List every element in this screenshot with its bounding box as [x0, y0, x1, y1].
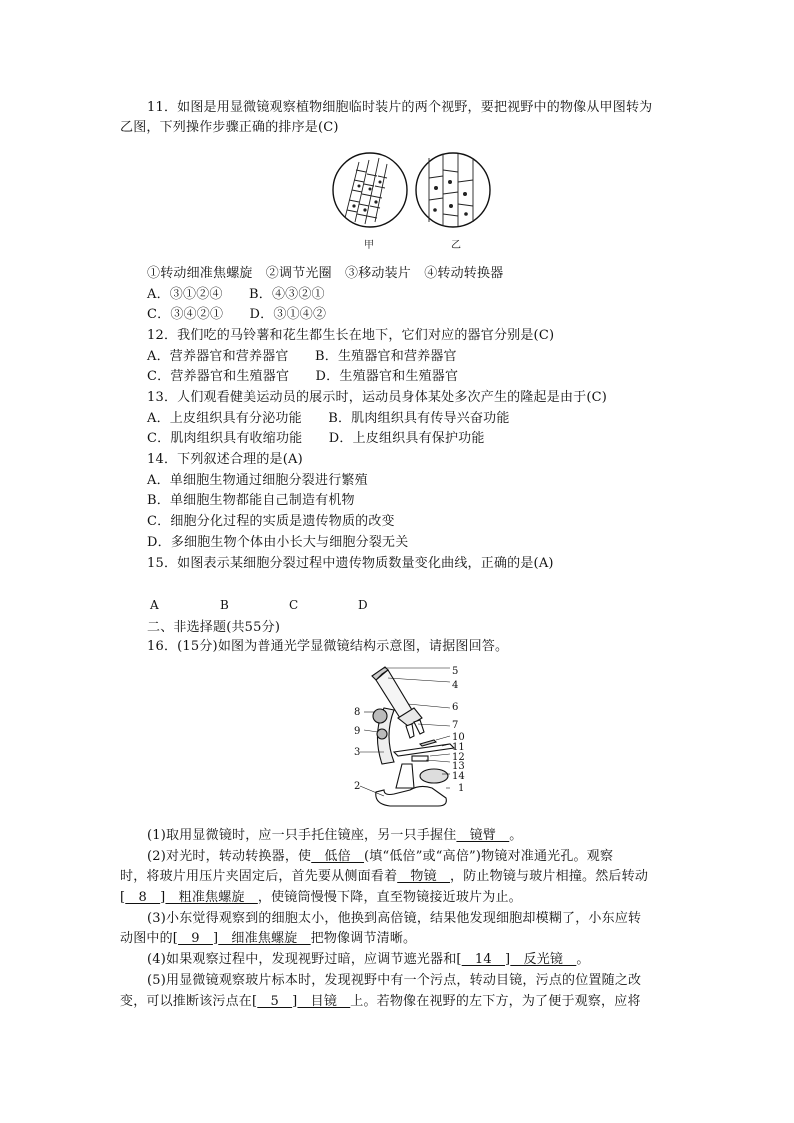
q11-options-ab: A．③①②④ B．④③②①: [147, 287, 325, 302]
q16-part2-text-b: (填“低倍”或“高倍”)物镜对准通光孔。观察: [364, 849, 614, 864]
answer-blank-9: 9: [178, 931, 213, 946]
q14-option-b: B．单细胞生物都能自己制造有机物: [147, 493, 355, 508]
q16-part4-text-c: 。: [576, 952, 590, 967]
q16-part3-text-b: 动图中的[: [120, 931, 179, 946]
callout-2: 2: [354, 781, 361, 792]
q16-part2-text-g: ，使镜筒慢慢下降，直至物镜接近玻片为止。: [257, 890, 522, 905]
callout-9: 9: [354, 726, 361, 737]
q12-options-cd: C．营养器官和生殖器官 D．生殖器官和生殖器官: [147, 369, 459, 384]
q16-part5-text-c: ]: [292, 994, 298, 1009]
q14-option-c: C．细胞分化过程的实质是遗传物质的改变: [147, 514, 395, 529]
q16-part4-text-a: (4)如果观察过程中，发现视野过暗，应调节遮光器和[: [147, 952, 462, 967]
q16-part5-text-d: 上。若物像在视野的左下方，为了便于观察，应将: [350, 994, 641, 1009]
q16-part2-text-c: 时，将玻片用压片夹固定后，首先要从侧面看着: [120, 869, 398, 884]
q13-stem: 13．人们观看健美运动员的展示时，运动员身体某处多次产生的隆起是由于(C): [147, 390, 608, 405]
answer-blank-8: 8: [125, 890, 161, 905]
callout-10: 10: [452, 732, 465, 743]
q16-part4: [147, 951, 590, 969]
q14-option-a: A．单细胞生物通过细胞分裂进行繁殖: [147, 473, 368, 488]
view-yi: [416, 153, 490, 227]
q16-part2-text-a: (2)对光时，转动转换器，使: [147, 849, 312, 864]
q16-part4-text-b: ]: [505, 952, 511, 967]
callout-7: 7: [452, 720, 459, 731]
q16-part3-line1: (3)小东觉得观察到的细胞太小，他换到高倍镜，结果他发现细胞却模糊了，小东应转: [147, 911, 642, 926]
figure-label-yi: 乙: [451, 240, 461, 251]
q16-part1-text-a: (1)取用显微镜时，应一只手托住镜座，另一只手握住: [147, 828, 457, 843]
microscope-diagram: [350, 664, 490, 812]
q15-label-d: D: [358, 598, 368, 612]
q12-stem: 12．我们吃的马铃薯和花生都生长在地下，它们对应的器官分别是(C): [147, 328, 555, 343]
section-title: 二、非选择题(共55分): [147, 620, 281, 635]
q15-label-b: B: [220, 598, 229, 612]
q16-part2-text-f: ]: [160, 890, 166, 905]
callout-1: 1: [458, 783, 465, 794]
q15-stem: 15．如图表示某细胞分裂过程中遗传物质数量变化曲线，正确的是(A): [147, 556, 554, 571]
q16-part2-text-d: ，防止物镜与玻片相撞。然后转动: [450, 869, 649, 884]
q16-part2-line2: [120, 868, 648, 886]
q13-options-ab: A．上皮组织具有分泌功能 B．肌肉组织具有传导兴奋功能: [147, 411, 510, 426]
answer-blank-wujing: 物镜: [397, 869, 451, 884]
view-jia: [333, 153, 407, 227]
callout-6: 6: [452, 702, 459, 713]
callout-11: 11: [452, 742, 465, 753]
q11-options-cd: C．③④②① D．③①④②: [147, 307, 327, 322]
q16-part1-text-b: 。: [509, 828, 523, 843]
answer-blank-dibei: 低倍: [311, 849, 365, 864]
q13-options-cd: C．肌肉组织具有收缩功能 D．上皮组织具有保护功能: [147, 431, 485, 446]
callout-13: 13: [452, 761, 465, 772]
answer-blank-cuzhunjiao: 粗准焦螺旋: [165, 890, 258, 905]
callout-3: 3: [354, 747, 361, 758]
callout-12: 12: [452, 752, 465, 763]
q16-part2-text-e: [: [120, 890, 126, 905]
q16-part1: [147, 827, 522, 845]
q11-stem-line1: 11．如图是用显微镜观察植物细胞临时装片的两个视野，要把视野中的物像从甲图转为: [147, 100, 653, 115]
q16-part5-line2: [120, 993, 641, 1011]
q11-stem-line2: 乙图，下列操作步骤正确的排序是(C): [120, 120, 339, 135]
answer-blank-5: 5: [257, 994, 293, 1009]
answer-blank-14: 14: [461, 952, 506, 967]
q16-part5-line1: (5)用显微镜观察玻片标本时，发现视野中有一个污点，转动目镜，污点的位置随之改: [147, 973, 642, 988]
answer-blank-fanguangjing: 反光镜: [510, 952, 577, 967]
answer-blank-jingbi: 镜臂: [456, 828, 510, 843]
answer-blank-xizhunjiao: 细准焦螺旋: [218, 931, 311, 946]
q14-option-d: D．多细胞生物个体由小长大与细胞分裂无关: [147, 535, 409, 550]
callout-14: 14: [452, 771, 465, 782]
q16-part5-text-b: 变，可以推断该污点在[: [120, 994, 258, 1009]
q11-steps: ①转动细准焦螺旋 ②调节光圈 ③移动装片 ④转动转换器: [147, 266, 504, 281]
callout-5: 5: [452, 666, 459, 677]
q15-label-a: A: [150, 598, 159, 612]
callout-8: 8: [354, 707, 361, 718]
q16-part3-line2: [120, 930, 416, 948]
q16-part2-line1: [147, 848, 613, 866]
q15-label-c: C: [289, 598, 299, 612]
callout-4: 4: [452, 680, 459, 691]
answer-blank-mujing: 目镜: [297, 994, 351, 1009]
q16-part3-text-d: 把物像调节清晰。: [310, 931, 417, 946]
cell-view-figure: [325, 148, 497, 248]
q16-stem: 16．(15分)如图为普通光学显微镜结构示意图，请据图回答。: [147, 639, 509, 654]
q16-part3-text-c: ]: [212, 931, 219, 946]
q12-options-ab: A．营养器官和营养器官 B．生殖器官和营养器官: [147, 349, 457, 364]
q16-part2-line3: [120, 889, 522, 907]
q14-stem: 14．下列叙述合理的是(A): [147, 452, 303, 467]
figure-label-jia: 甲: [364, 240, 374, 251]
